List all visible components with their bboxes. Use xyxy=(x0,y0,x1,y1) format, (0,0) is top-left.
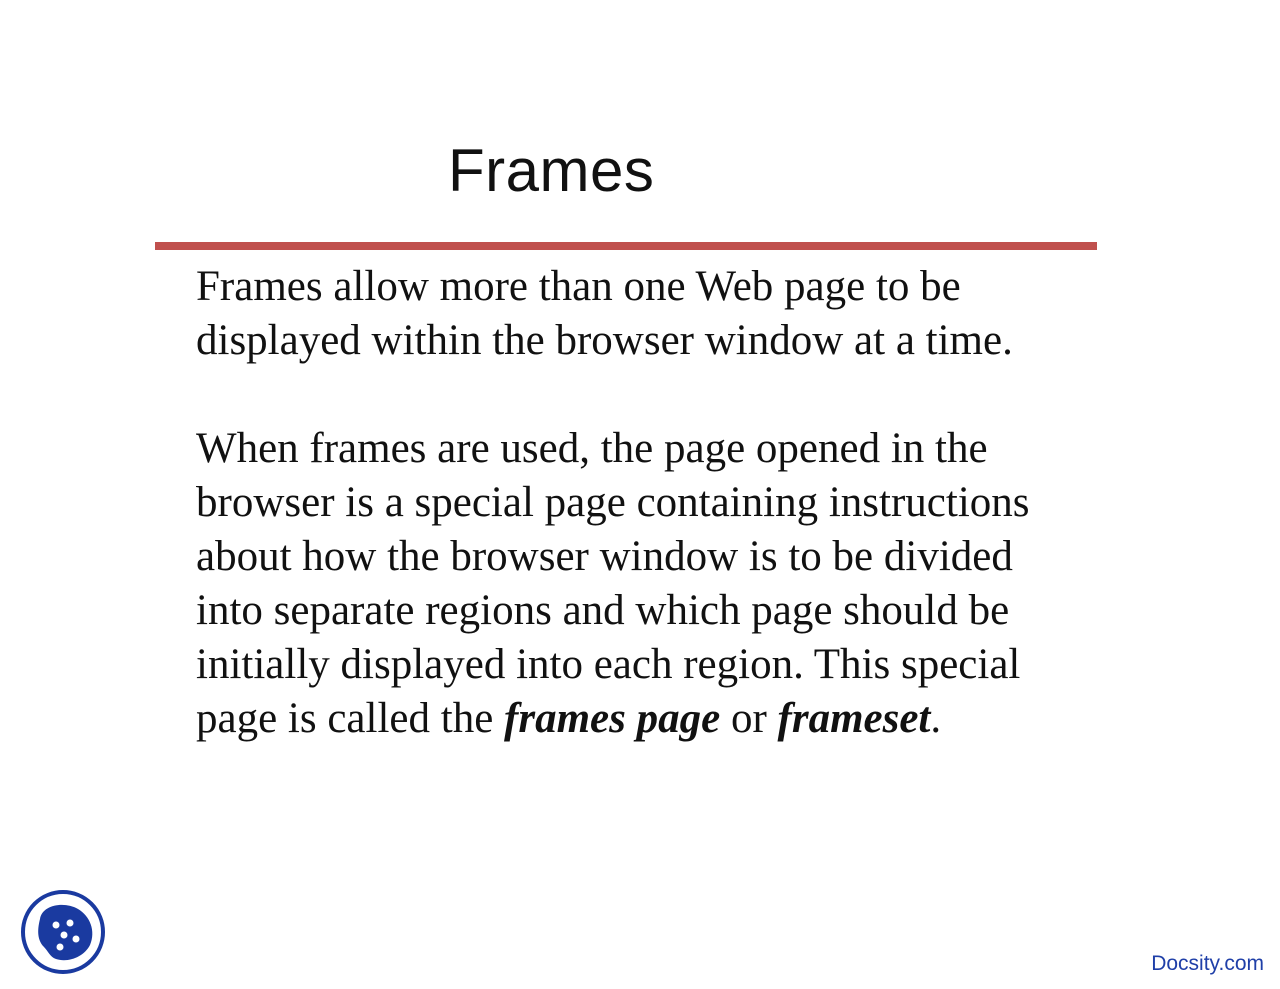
paragraph-2-line-3: about how the browser window is to be divided xyxy=(196,533,1013,580)
docsity-link[interactable]: Docsity.com xyxy=(1151,952,1264,975)
paragraph-2-line-4: into separate regions and which page should be xyxy=(196,587,1010,634)
docsity-logo-icon xyxy=(20,889,106,975)
title-underline xyxy=(155,242,1097,250)
paragraph-1-line-2: displayed within the browser window at a time. xyxy=(196,317,1013,364)
last-line-suffix: . xyxy=(930,695,942,742)
term-frames-page: frames page xyxy=(504,695,721,742)
paragraph-1-line-1: Frames allow more than one Web page to be xyxy=(196,263,961,310)
last-line-middle: or xyxy=(720,695,778,742)
slide-body xyxy=(196,260,1116,746)
paragraph-2-line-5: initially displayed into each region. This special xyxy=(196,641,1021,688)
last-line-prefix: page is called the xyxy=(196,695,505,742)
term-frameset: frameset xyxy=(777,695,931,742)
paragraph-2-line-1: When frames are used, the page opened in the xyxy=(196,425,988,472)
paragraph-gap xyxy=(196,368,1116,422)
paragraph-2-last-line xyxy=(196,692,1116,746)
slide-title: Frames xyxy=(448,137,655,204)
paragraph-2-line-2: browser is a special page containing instructions xyxy=(196,479,1030,526)
